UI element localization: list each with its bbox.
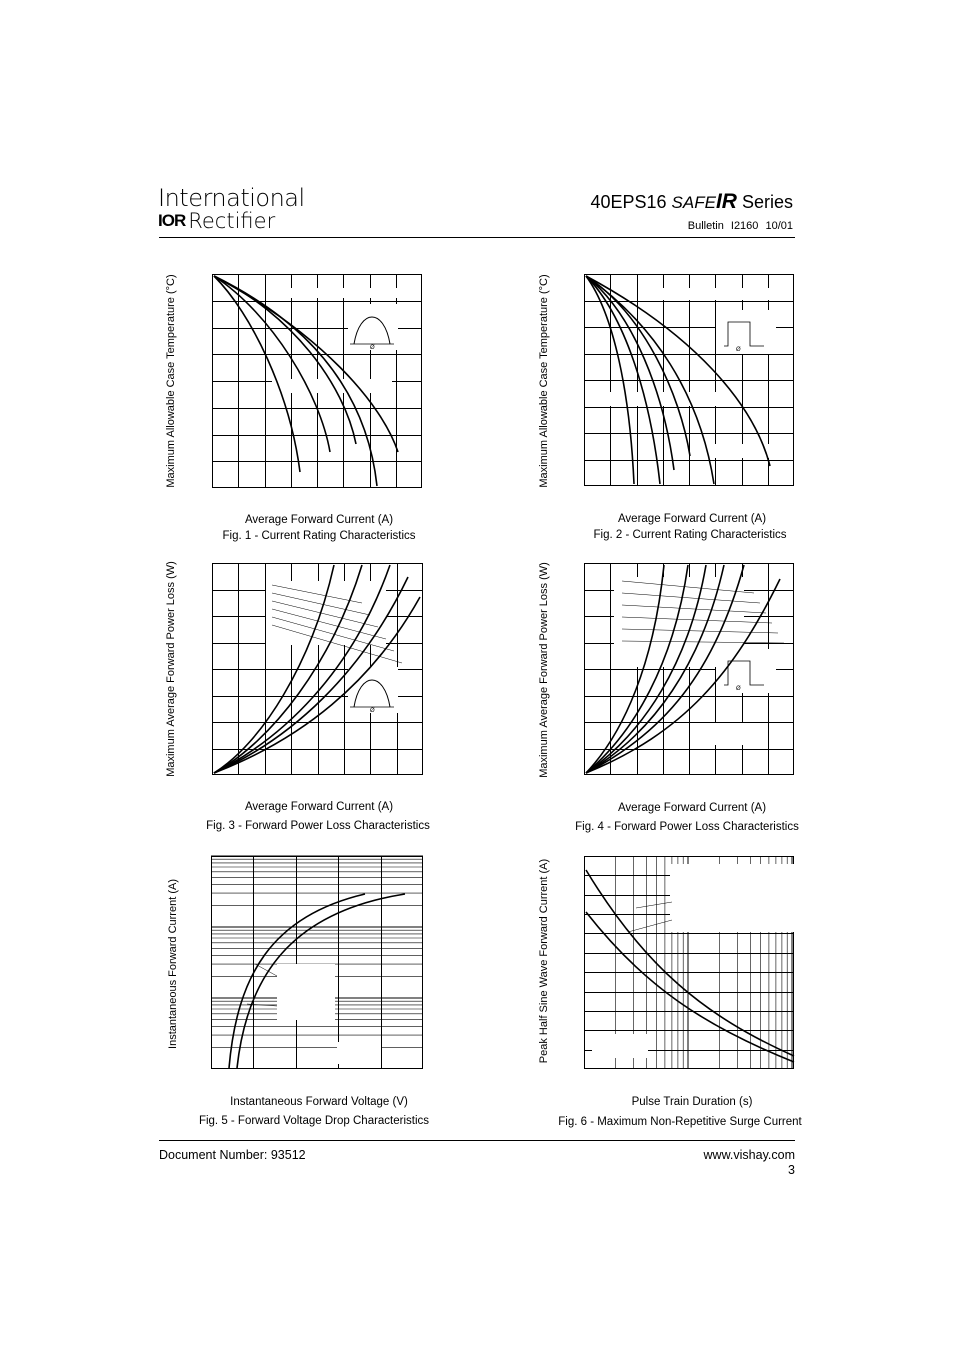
footer-rule: [159, 1140, 795, 1141]
fig1-label-blank: [282, 288, 412, 298]
fig4-xlabel: Average Forward Current (A): [617, 802, 767, 814]
svg-text:Ø: Ø: [736, 346, 741, 353]
fig2-label-blank: [608, 392, 718, 406]
fig5-label-blank: [337, 1042, 381, 1064]
fig3-legend-blank: [266, 581, 386, 645]
fig5-ylabel: Instantaneous Forward Current (A): [167, 879, 179, 1049]
title-ir: IR: [715, 190, 737, 213]
header-rule: [159, 237, 795, 238]
fig6-leader: [636, 902, 672, 908]
website-link[interactable]: www.vishay.com: [703, 1148, 795, 1162]
fig2-caption: Fig. 2 - Current Rating Characteristics: [593, 529, 787, 541]
fig1-inset-halfsine: [348, 304, 398, 351]
fig3-xlabel: Average Forward Current (A): [244, 801, 394, 813]
fig1-plot: [212, 274, 422, 488]
brand-rectifier: Rectifier: [188, 209, 276, 233]
fig3-plot: [212, 563, 423, 775]
fig5-plot: [211, 856, 423, 1069]
fig6-plot: [584, 856, 794, 1069]
fig4-label-blank: [692, 723, 752, 745]
fig1-xlabel: Average Forward Current (A): [244, 514, 394, 526]
fig4-plot: [584, 563, 794, 775]
fig3-caption: Fig. 3 - Forward Power Loss Characteristics: [206, 820, 430, 832]
fig3-inset-halfsine: [348, 667, 398, 714]
ior-logo-mark: IOR: [158, 211, 186, 230]
fig1-caption: Fig. 1 - Current Rating Characteristics: [222, 530, 416, 542]
fig4-ylabel: Maximum Average Forward Power Loss (W): [538, 562, 550, 778]
fig1-curve-30: [214, 276, 300, 472]
fig6-xlabel: Pulse Train Duration (s): [631, 1096, 753, 1108]
fig5-legend-blank: [277, 964, 335, 1020]
fig2-xlabel: Average Forward Current (A): [617, 513, 767, 525]
fig5-xlabel: Instantaneous Forward Voltage (V): [230, 1096, 408, 1108]
fig6-legend-blank: [670, 864, 794, 932]
fig2-label-blank: [646, 288, 776, 300]
document-title: [590, 190, 793, 214]
title-safe: SAFE: [671, 193, 716, 212]
svg-text:Ø: Ø: [370, 344, 375, 351]
title-series: Series: [741, 192, 793, 212]
fig1-curve-60: [214, 276, 330, 452]
fig5-caption: Fig. 5 - Forward Voltage Drop Characteristics: [198, 1115, 430, 1127]
fig6-leader: [628, 920, 672, 932]
fig2-plot: [584, 274, 794, 486]
fig6-caption: Fig. 6 - Maximum Non-Repetitive Surge Current: [558, 1116, 802, 1128]
fig1-label-blank: [272, 379, 392, 393]
page-number: 3: [788, 1163, 795, 1177]
fig2-inset-rect: [716, 310, 776, 354]
fig4-caption: Fig. 4 - Forward Power Loss Characteristics: [575, 821, 799, 833]
title-part-number: 40EPS16: [590, 192, 667, 212]
brand-name: International: [158, 184, 305, 212]
svg-text:Ø: Ø: [736, 685, 741, 692]
fig1-ylabel: Maximum Allowable Case Temperature (°C): [165, 274, 177, 488]
brand-logo: [158, 209, 275, 233]
svg-text:Ø: Ø: [370, 707, 375, 714]
bulletin-number: Bulletin I2160 10/01: [687, 220, 793, 232]
fig3-ylabel: Maximum Average Forward Power Loss (W): [165, 561, 177, 777]
fig6-label-blank: [592, 1034, 648, 1058]
fig5-frame: [212, 857, 423, 1069]
document-number: Document Number: 93512: [159, 1148, 306, 1162]
fig2-ylabel: Maximum Allowable Case Temperature (°C): [538, 274, 550, 488]
fig6-ylabel: Peak Half Sine Wave Forward Current (A): [538, 858, 550, 1064]
footer-right: [704, 1148, 795, 1178]
fig2-curve-90: [586, 276, 674, 470]
